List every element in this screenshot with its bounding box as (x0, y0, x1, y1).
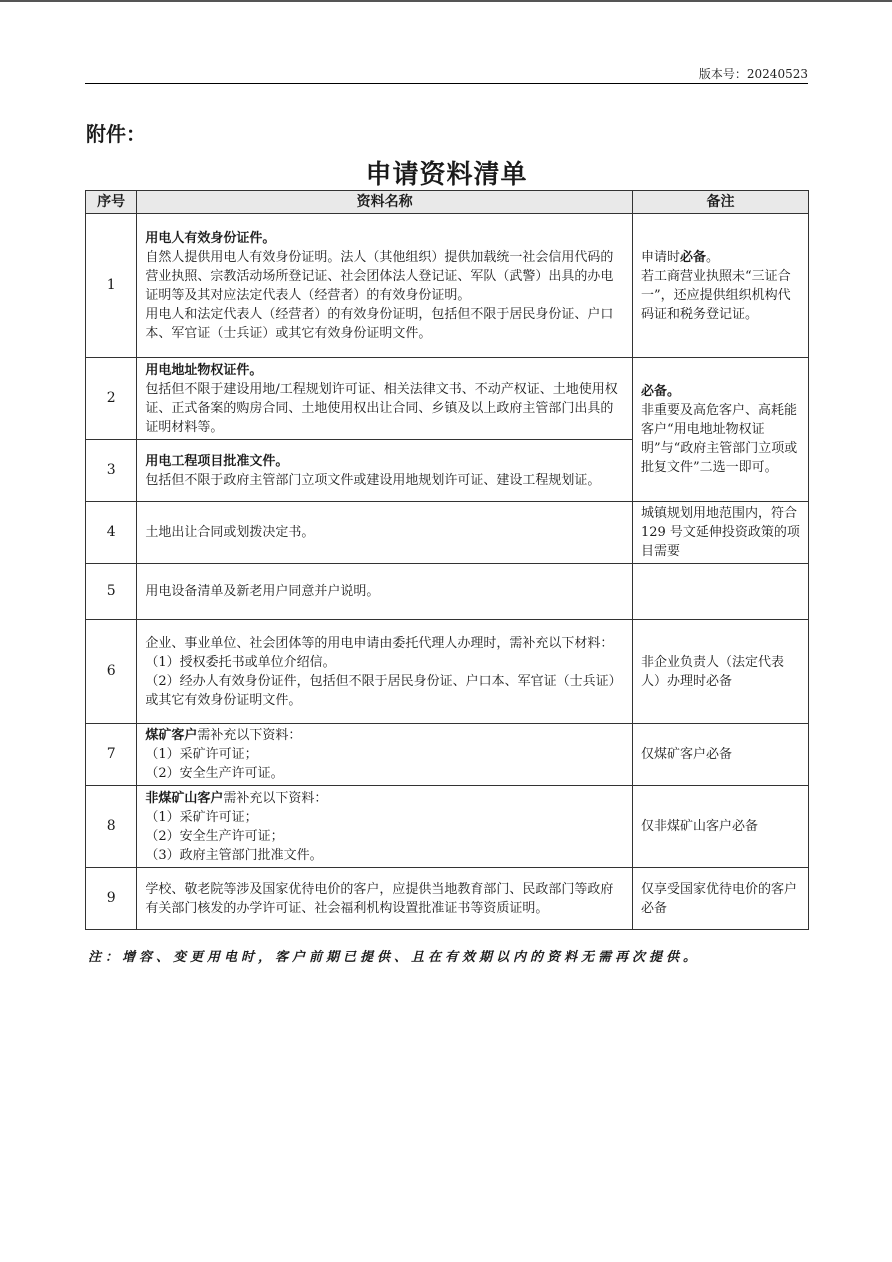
remark-detail: 非企业负责人（法定代表人）办理时必备 (640, 654, 784, 689)
row-number: 6 (86, 620, 137, 724)
material-detail: （2）经办人有效身份证件，包括但不限于居民身份证、户口本、军官证（士兵证）或其它有效身份证明文件。 (145, 673, 622, 708)
remark-cell (632, 620, 808, 724)
remark-detail: 仅非煤矿山客户必备 (640, 819, 758, 834)
material-detail: 包括但不限于政府主管部门立项文件或建设用地规划许可证、建设工程规划证。 (145, 472, 601, 488)
row-number: 2 (86, 358, 137, 440)
remark-text: 申请时 (640, 249, 680, 265)
material-detail: 土地出让合同或划拨决定书。 (145, 525, 315, 540)
row-number: 3 (86, 440, 137, 502)
table-row (86, 564, 809, 620)
material-detail: 企业、事业单位、社会团体等的用电申请由委托代理人办理时，需补充以下材料： (145, 635, 614, 651)
material-name-cell (137, 868, 633, 930)
table-row (86, 358, 809, 440)
table-row (86, 724, 809, 786)
materials-table (85, 190, 809, 930)
table-row (86, 786, 809, 868)
material-title: 用电工程项目批准文件。 (145, 453, 289, 469)
column-header-no: 序号 (86, 191, 137, 214)
header-rule (85, 83, 808, 84)
remark-emphasis: 必备。 (640, 384, 680, 399)
material-detail: 包括但不限于建设用地/工程规划许可证、相关法律文书、不动产权证、土地使用权证、正式备案的购房合同、土地使用权出让合同、乡镇及以上政府主管部门出具的证明材料等。 (145, 381, 618, 435)
remark-emphasis: 必备 (679, 249, 706, 265)
remark-cell (632, 564, 808, 620)
footnote: 注：增容、变更用电时，客户前期已提供、且在有效期以内的资料无需再次提供。 (88, 950, 701, 965)
material-detail: 用电人和法定代表人（经营者）的有效身份证明，包括但不限于居民身份证、户口本、军官证（士兵证）或其它有效身份证明文件。 (145, 306, 614, 341)
remark-cell (632, 868, 808, 930)
remark-detail: 非重要及高危客户、高耗能客户“用电地址物权证明”与“政府主管部门立项或批复文件”二选一即可。 (640, 403, 798, 475)
material-detail: （1）采矿许可证； (145, 747, 258, 762)
table-row (86, 868, 809, 930)
material-detail: 需补充以下资料： (223, 790, 328, 806)
material-detail: 学校、敬老院等涉及国家优待电价的客户，应提供当地教育部门、民政部门等政府有关部门核发的办学许可证、社会福利机构设置批准证书等资质证明。 (145, 881, 614, 916)
material-name-cell (137, 786, 633, 868)
material-detail: （1）授权委托书或单位介绍信。 (145, 654, 336, 670)
material-title: 用电人有效身份证件。 (145, 230, 276, 246)
material-detail: （2）安全生产许可证； (145, 828, 284, 844)
table-row (86, 502, 809, 564)
row-number: 7 (86, 724, 137, 786)
material-name-cell (137, 214, 633, 358)
column-header-name: 资料名称 (137, 191, 633, 214)
material-name-cell (137, 620, 633, 724)
material-name-cell (137, 564, 633, 620)
material-name-cell (137, 358, 633, 440)
column-header-remark: 备注 (632, 191, 808, 214)
remark-detail: 仅享受国家优待电价的客户必备 (640, 881, 797, 916)
material-name-cell (137, 724, 633, 786)
material-detail: 自然人提供用电人有效身份证明。法人（其他组织）提供加载统一社会信用代码的营业执照、宗教活动场所登记证、社会团体法人登记证、军队（武警）出具的办电证明等及其对应法定代表人（经营者）的有效身份证明。 (145, 249, 614, 303)
material-detail: （3）政府主管部门批准文件。 (145, 847, 323, 863)
remark-cell (632, 502, 808, 564)
remark-detail: 若工商营业执照未“三证合一”，还应提供组织机构代码证和税务登记证。 (640, 268, 791, 322)
table-header-row (86, 191, 809, 214)
version-number: 版本号：20240523 (698, 67, 808, 81)
row-number: 8 (86, 786, 137, 868)
material-detail: 需补充以下资料： (197, 728, 302, 743)
remark-cell (632, 724, 808, 786)
top-border-line (0, 0, 892, 2)
table-row (86, 214, 809, 358)
material-title: 用电地址物权证件。 (145, 362, 263, 378)
document-title: 申请资料清单 (365, 160, 528, 190)
remark-text: 。 (705, 249, 719, 265)
remark-detail: 城镇规划用地范围内，符合 129 号文延伸投资政策的项目需要 (640, 506, 800, 559)
material-title: 非煤矿山客户 (145, 790, 224, 806)
remark-cell (632, 786, 808, 868)
attachment-label: 附件： (86, 122, 146, 146)
remark-cell (632, 358, 808, 502)
row-number: 9 (86, 868, 137, 930)
material-title: 煤矿客户 (145, 728, 198, 743)
material-detail: 用电设备清单及新老用户同意并户说明。 (145, 584, 380, 599)
material-detail: （2）安全生产许可证。 (145, 766, 284, 781)
material-detail: （1）采矿许可证； (145, 809, 258, 825)
material-name-cell (137, 502, 633, 564)
row-number: 5 (86, 564, 137, 620)
material-name-cell (137, 440, 633, 502)
row-number: 1 (86, 214, 137, 358)
table-row (86, 620, 809, 724)
remark-detail: 仅煤矿客户必备 (640, 747, 732, 762)
row-number: 4 (86, 502, 137, 564)
remark-cell (632, 214, 808, 358)
